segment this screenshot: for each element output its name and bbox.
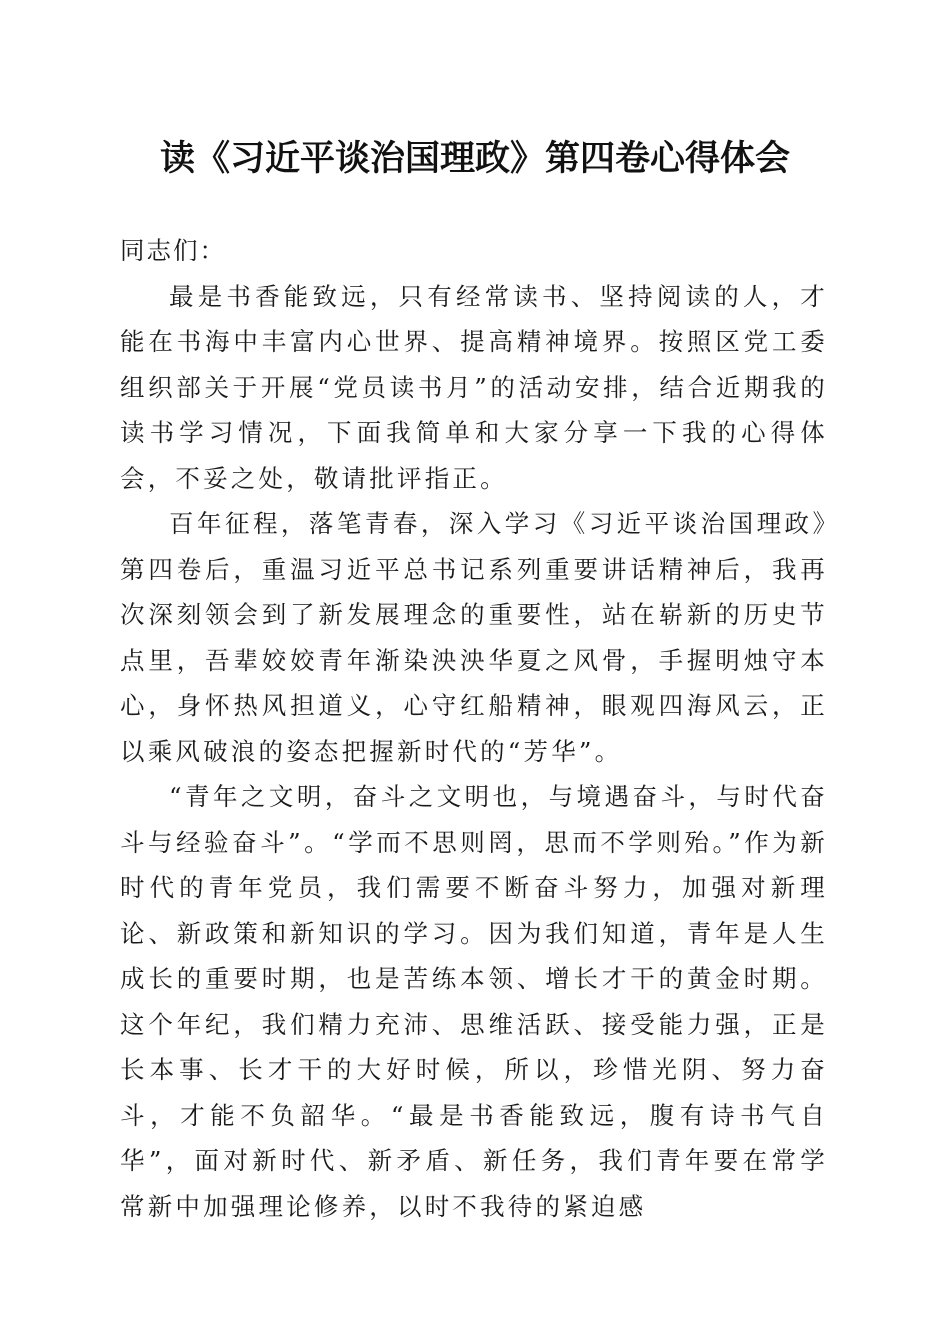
paragraph-3: “青年之文明，奋斗之文明也，与境遇奋斗，与时代奋斗与经验奋斗”。“学而不思则罔，思而不学则殆。”作为新时代的青年党员，我们需要不断奋斗努力，加强对新理论、新政策和新知识的学习。因为我们知道，青年是人生成长的重要时期，也是苦练本领、增长才干的黄金时期。这个年纪，我们精力充沛、思维活跃、接受能力强，正是长本事、长才干的大好时候，所以，珍惜光阴、努力奋斗，才能不负韶华。“最是书香能致远，腹有诗书气自华”，面对新时代、新矛盾、新任务，我们青年要在常学常新中加强理论修养，以时不我待的紧迫感 — [120, 782, 828, 1221]
greeting-line: 同志们： — [120, 236, 226, 265]
paragraph-2: 百年征程，落笔青春，深入学习《习近平谈治国理政》第四卷后，重温习近平总书记系列重要讲话精神后，我再次深刻领会到了新发展理念的重要性，站在崭新的历史节点里，吾辈姣姣青年渐染泱泱华夏之风骨，手握明烛守本心，身怀热风担道义，心守红船精神，眼观四海风云，正以乘风破浪的姿态把握新时代的“芳华”。 — [120, 509, 828, 766]
document-body — [120, 228, 828, 1229]
paragraph-1: 最是书香能致远，只有经常读书、坚持阅读的人，才能在书海中丰富内心世界、提高精神境界。按照区党工委组织部关于开展“党员读书月”的活动安排，结合近期我的读书学习情况，下面我简单和大家分享一下我的心得体会，不妥之处，敬请批评指正。 — [120, 281, 828, 493]
document-title: 读《习近平谈治国理政》第四卷心得体会 — [159, 138, 790, 179]
